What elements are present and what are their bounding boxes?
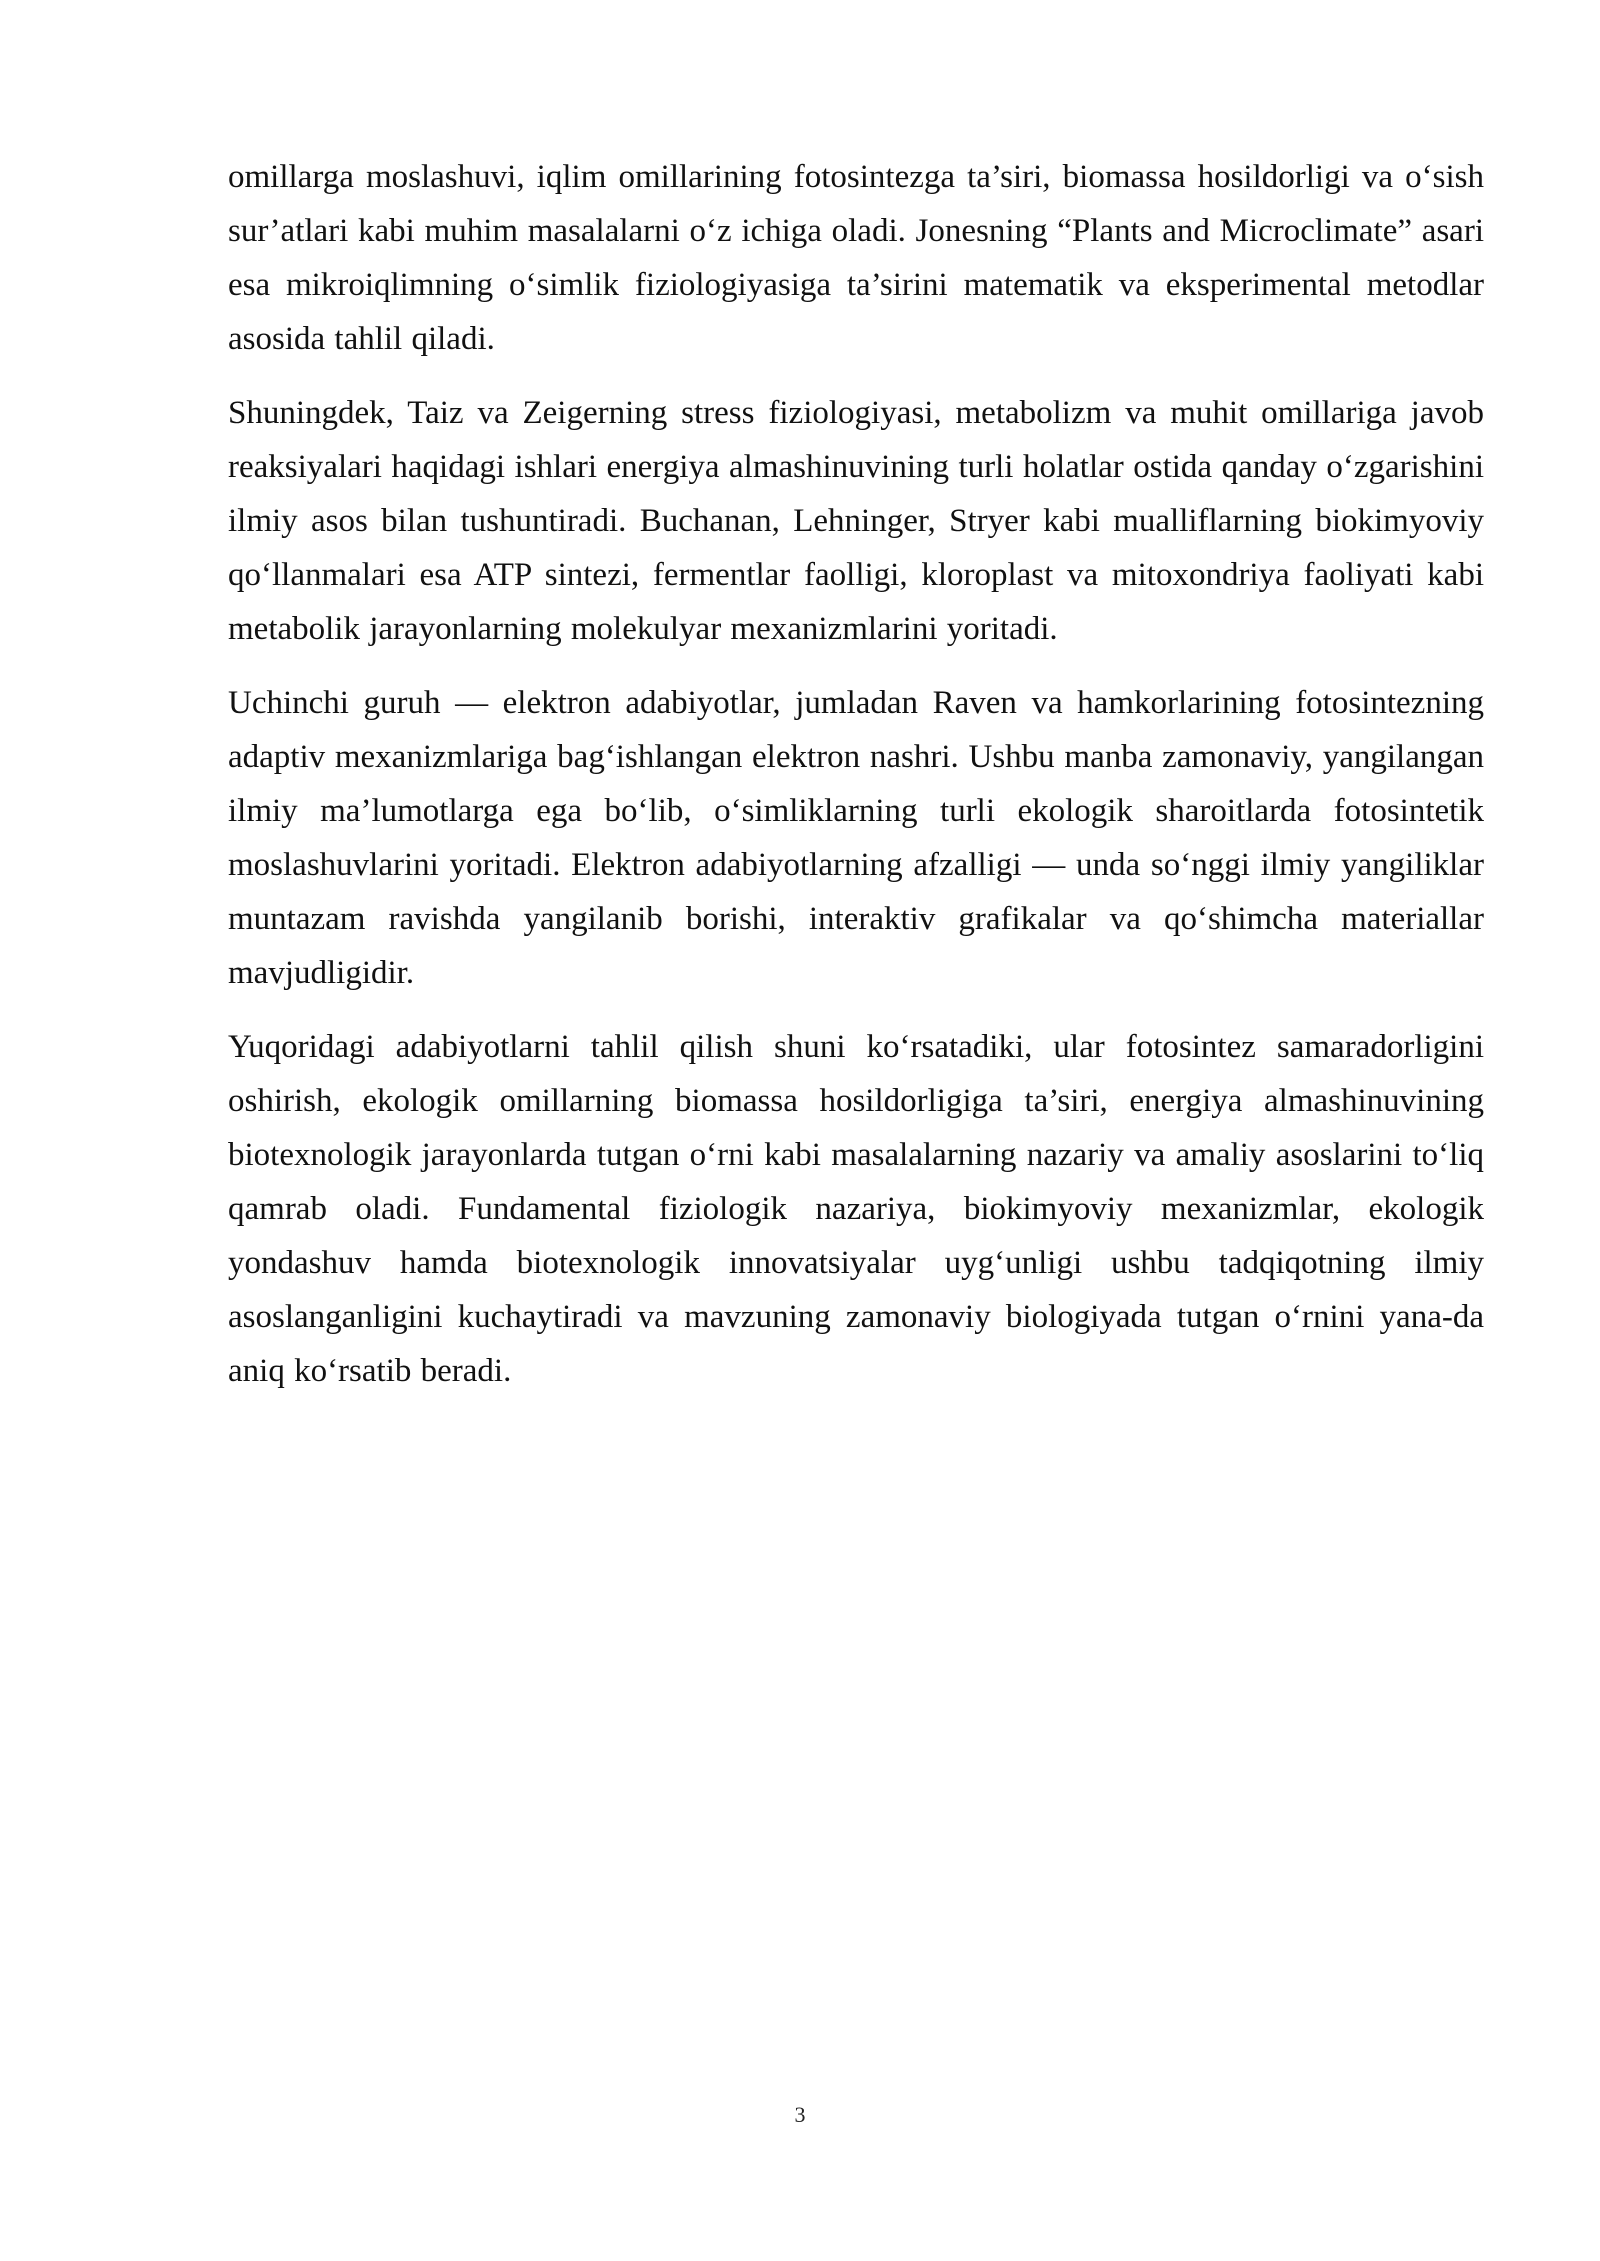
- page-number: 3: [794, 2102, 806, 2127]
- document-body: [228, 150, 1484, 1418]
- paragraph-3: Uchinchi guruh — elektron adabiyotlar, jumladan Raven va hamkorlarining fotosintezning adaptiv mexanizmlariga bag‘ishlangan elektron nashri. Ushbu manba zamonaviy, yangilangan ilmiy ma’lumotlarga ega bo‘lib, o‘simliklarning turli ekologik sharoitlarda fotosintetik moslashuvlarini yoritadi. Elektron adabiyotlarning afzalligi — unda so‘nggi ilmiy yangiliklar muntazam ravishda yangilanib borishi, interaktiv grafikalar va qo‘shimcha materiallar mavjudligidir.: [228, 685, 1484, 991]
- paragraph-1: omillarga moslashuvi, iqlim omillarining fotosintezga ta’siri, biomassa hosildorligi va o‘sish sur’atlari kabi muhim masalalarni o‘z ichiga oladi. Jonesning “Plants and Microclimate” asari esa mikroiqlimning o‘simlik fiziologiyasiga ta’sirini matematik va eksperimental metodlar asosida tahlil qiladi.: [228, 159, 1484, 357]
- paragraph-2: Shuningdek, Taiz va Zeigerning stress fiziologiyasi, metabolizm va muhit omillariga javob reaksiyalari haqidagi ishlari energiya almashinuvining turli holatlar ostida qanday o‘zgarishini ilmiy asos bilan tushuntiradi. Buchanan, Lehninger, Stryer kabi mualliflarning biokimyoviy qo‘llanmalari esa ATP sintezi, fermentlar faolligi, kloroplast va mitoxondriya faoliyati kabi metabolik jarayonlarning molekulyar mexanizmlarini yoritadi.: [228, 395, 1484, 647]
- paragraph-4: Yuqoridagi adabiyotlarni tahlil qilish shuni ko‘rsatadiki, ular fotosintez samaradorligini oshirish, ekologik omillarning biomassa hosildorligiga ta’siri, energiya almashinuvining biotexnologik jarayonlarda tutgan o‘rni kabi masalalarning nazariy va amaliy asoslarini to‘liq qamrab oladi. Fundamental fiziologik nazariya, biokimyoviy mexanizmlar, ekologik yondashuv hamda biotexnologik innovatsiyalar uyg‘unligi ushbu tadqiqotning ilmiy asoslanganligini kuchaytiradi va mavzuning zamonaviy biologiyada tutgan o‘rnini yana-da aniq ko‘rsatib beradi.: [228, 1029, 1484, 1389]
